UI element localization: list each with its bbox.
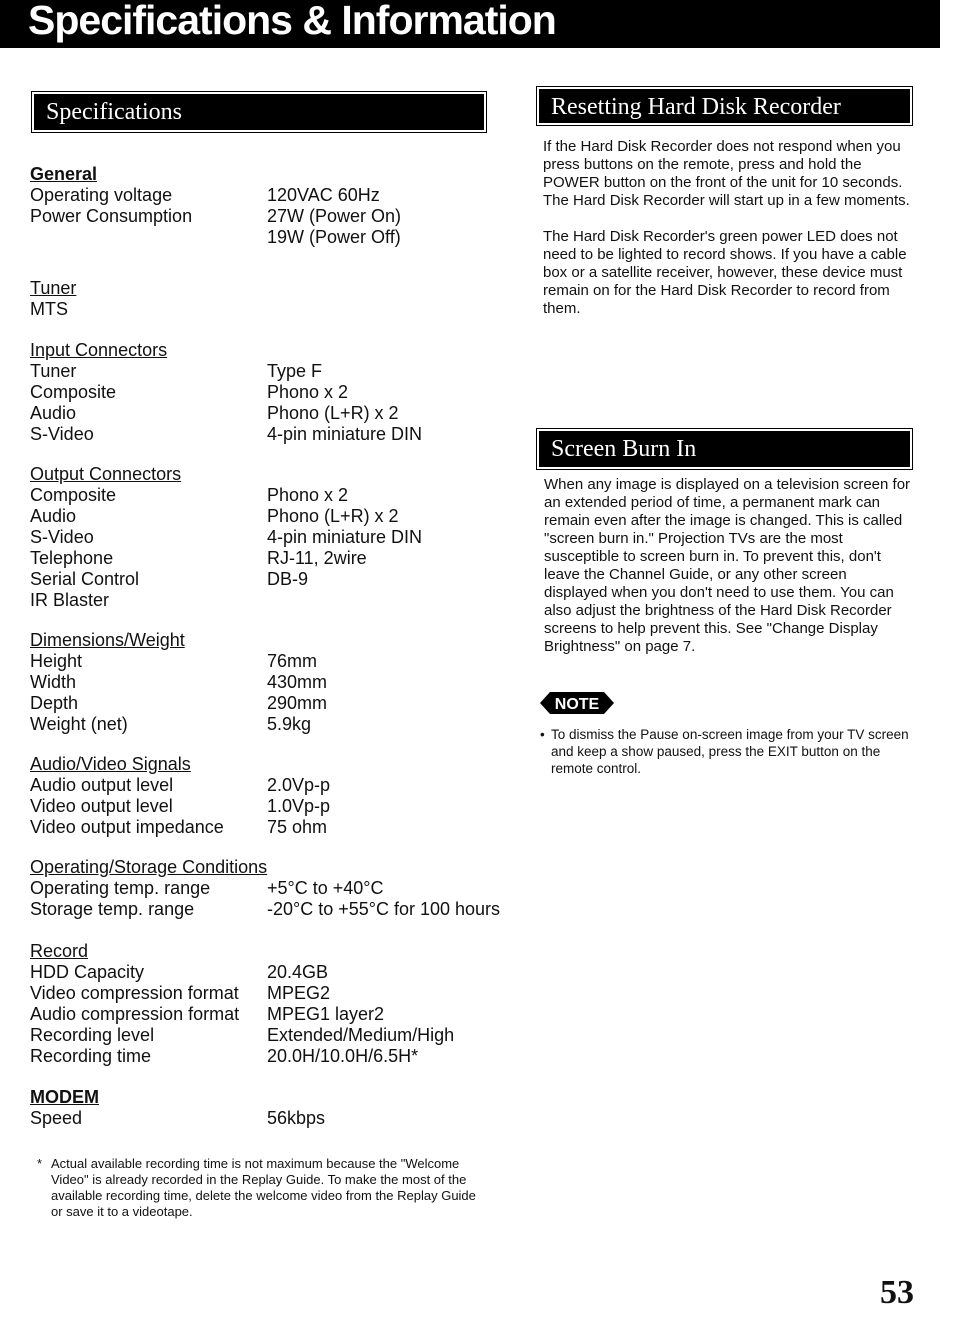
spec-label: Operating temp. range	[30, 878, 211, 898]
note-badge-label: NOTE	[554, 696, 600, 713]
spec-group-heading: Record	[30, 941, 89, 961]
spec-label: Recording level	[30, 1025, 155, 1045]
spec-label: Operating voltage	[30, 185, 173, 205]
spec-group	[30, 857, 520, 920]
spec-value: Phono x 2	[267, 485, 349, 505]
resetting-header: Resetting Hard Disk Recorder	[539, 89, 910, 123]
spec-label: Power Consumption	[30, 206, 193, 226]
spec-label: MTS	[30, 299, 68, 319]
spec-label: Height	[30, 651, 83, 671]
spec-value: 120VAC 60Hz	[267, 185, 380, 205]
spec-value: Phono (L+R) x 2	[267, 506, 399, 526]
spec-group-heading: Dimensions/Weight	[30, 630, 185, 650]
spec-row	[30, 548, 520, 569]
spec-group	[30, 1087, 520, 1129]
spec-value: 19W (Power Off)	[267, 227, 401, 247]
spec-label: IR Blaster	[30, 590, 110, 610]
spec-row	[30, 1004, 520, 1025]
spec-label: HDD Capacity	[30, 962, 145, 982]
note-bullet: •	[540, 727, 545, 742]
spec-value	[267, 299, 520, 320]
spec-group-heading: Output Connectors	[30, 464, 182, 484]
spec-value: 76mm	[267, 651, 318, 671]
page-title: Specifications & Information	[28, 0, 556, 43]
spec-row	[30, 878, 520, 899]
note-badge-icon	[540, 690, 614, 716]
spec-group	[30, 941, 520, 1067]
spec-value: 27W (Power On)	[267, 206, 402, 226]
spec-label: Composite	[30, 485, 117, 505]
spec-value: 1.0Vp-p	[267, 796, 331, 816]
spec-label	[30, 227, 267, 248]
spec-label: Speed	[30, 1108, 83, 1128]
footnote-text: Actual available recording time is not maximum because the "Welcome Video" is already recorded in the Replay Guide. To make the most of the available recording time, delete the welcome video from the Replay Guide or save it to a videotape.	[51, 1156, 476, 1219]
note-text: To dismiss the Pause on-screen image from your TV screen and keep a show paused, press the EXIT button on the remote control.	[551, 727, 909, 776]
spec-group-heading: Input Connectors	[30, 340, 168, 360]
spec-label: Audio output level	[30, 775, 174, 795]
note-item	[540, 726, 920, 777]
spec-label: Audio	[30, 403, 77, 423]
spec-label: S-Video	[30, 424, 94, 444]
spec-group	[30, 278, 520, 320]
spec-label: Recording time	[30, 1046, 152, 1066]
spec-row	[30, 485, 520, 506]
spec-label: Width	[30, 672, 77, 692]
spec-row	[30, 590, 520, 611]
spec-row	[30, 1046, 520, 1067]
spec-group	[30, 340, 520, 445]
spec-row	[30, 382, 520, 403]
resetting-paragraph-1: If the Hard Disk Recorder does not respond when you press buttons on the remote, press and hold the POWER button on the front of the unit for 10 seconds. The Hard Disk Recorder will start up in a few moments.	[543, 138, 910, 209]
title-bar	[0, 0, 940, 48]
spec-row	[30, 962, 520, 983]
spec-row	[30, 185, 520, 206]
screen-burn-paragraph: When any image is displayed on a television screen for an extended period of time, a permanent mark can remain even after the image is changed. This is called "screen burn in." Projection TVs are the most susceptible to screen burn in. To prevent this, don't leave the Channel Guide, or any other screen displayed when you don't need to use them. You can also adjust the brightness of the Hard Disk Recorder screens to help prevent this. See "Change Display Brightness" on page 7.	[544, 476, 911, 655]
spec-value: +5°C to +40°C	[267, 878, 384, 898]
spec-value: -20°C to +55°C for 100 hours	[267, 899, 501, 919]
spec-row	[30, 227, 520, 248]
spec-label: Audio	[30, 506, 77, 526]
spec-value: 56kbps	[267, 1108, 326, 1128]
spec-row	[30, 569, 520, 590]
spec-row	[30, 206, 520, 227]
spec-value: 4-pin miniature DIN	[267, 424, 423, 444]
spec-label: S-Video	[30, 527, 94, 547]
spec-row	[30, 651, 520, 672]
spec-group-heading: Audio/Video Signals	[30, 754, 191, 774]
spec-row	[30, 796, 520, 817]
spec-group-heading: MODEM	[30, 1087, 99, 1107]
spec-label: Video output impedance	[30, 817, 224, 837]
spec-value: 2.0Vp-p	[267, 775, 331, 795]
spec-row	[30, 775, 520, 796]
spec-value: 75 ohm	[267, 817, 328, 837]
spec-row	[30, 424, 520, 445]
spec-value: RJ-11, 2wire	[267, 548, 367, 568]
spec-value: Extended/Medium/High	[267, 1025, 455, 1045]
spec-value: Phono x 2	[267, 382, 349, 402]
spec-value: 4-pin miniature DIN	[267, 527, 423, 547]
spec-group	[30, 754, 520, 838]
spec-row	[30, 672, 520, 693]
spec-label: Audio compression format	[30, 1004, 240, 1024]
spec-label: Storage temp. range	[30, 899, 195, 919]
spec-value: DB-9	[267, 569, 309, 589]
spec-row	[30, 899, 520, 920]
spec-label: Depth	[30, 693, 79, 713]
spec-row	[30, 527, 520, 548]
spec-label: Composite	[30, 382, 117, 402]
resetting-body	[543, 138, 913, 318]
spec-group	[30, 164, 520, 248]
spec-value: MPEG1 layer2	[267, 1004, 385, 1024]
spec-value	[267, 590, 520, 611]
recording-time-footnote	[37, 1156, 477, 1220]
spec-row	[30, 817, 520, 838]
spec-row	[30, 693, 520, 714]
spec-value: 20.4GB	[267, 962, 329, 982]
specifications-header: Specifications	[34, 94, 484, 130]
spec-group-heading: General	[30, 164, 98, 184]
spec-value: Phono (L+R) x 2	[267, 403, 399, 423]
spec-row	[30, 506, 520, 527]
spec-label: Serial Control	[30, 569, 140, 589]
spec-value: 430mm	[267, 672, 328, 692]
spec-group-heading: Tuner	[30, 278, 77, 298]
spec-row	[30, 403, 520, 424]
spec-row	[30, 1108, 520, 1129]
spec-value: 20.0H/10.0H/6.5H*	[267, 1046, 419, 1066]
spec-row	[30, 1025, 520, 1046]
spec-row	[30, 361, 520, 382]
spec-label: Video output level	[30, 796, 173, 816]
specifications-list	[30, 144, 520, 1129]
spec-row	[30, 299, 520, 320]
spec-label: Weight (net)	[30, 714, 128, 734]
spec-label: Video compression format	[30, 983, 239, 1003]
spec-row	[30, 714, 520, 735]
footnote-marker: *	[37, 1156, 43, 1171]
screen-burn-body	[544, 476, 914, 656]
spec-row	[30, 983, 520, 1004]
spec-value: Type F	[267, 361, 323, 381]
spec-group	[30, 464, 520, 611]
spec-value: 290mm	[267, 693, 328, 713]
screen-burn-header: Screen Burn In	[539, 431, 910, 467]
spec-group	[30, 630, 520, 735]
page-number: 53	[880, 1274, 914, 1311]
spec-group-heading: Operating/Storage Conditions	[30, 857, 268, 877]
resetting-paragraph-2: The Hard Disk Recorder's green power LED does not need to be lighted to record shows. If you have a cable box or a satellite receiver, however, these device must remain on for the Hard Disk Recorder to record from them.	[543, 228, 907, 317]
spec-value: 5.9kg	[267, 714, 312, 734]
spec-label: Tuner	[30, 361, 77, 381]
spec-value: MPEG2	[267, 983, 331, 1003]
spec-label: Telephone	[30, 548, 114, 568]
